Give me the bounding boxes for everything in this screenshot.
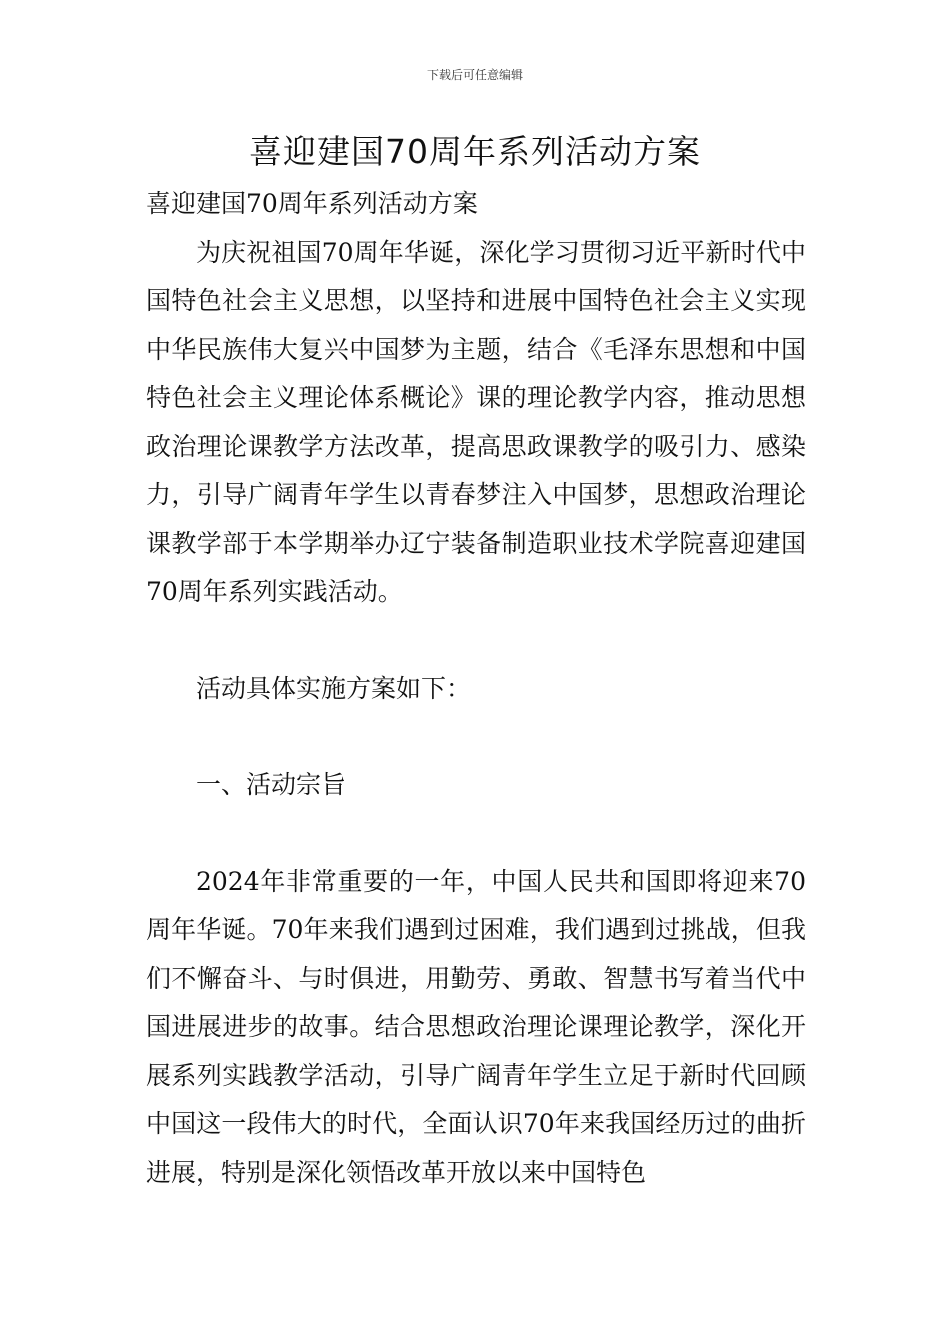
- paragraph-spacer: [146, 810, 806, 858]
- paragraph-spacer: [146, 617, 806, 665]
- document-body: [146, 180, 806, 1197]
- implementation-intro: 活动具体实施方案如下：: [196, 673, 472, 703]
- purpose-paragraph: 2024年非常重要的一年，中国人民共和国即将迎来70周年华诞。70年来我们遇到过困难，我们遇到过挑战，但我们不懈奋斗、与时俱进，用勤劳、勇敢、智慧书写着当代中国进展进步的故事。结合思想政治理论课理论教学，深化开展系列实践教学活动，引导广阔青年学生立足于新时代回顾中国这一段伟大的时代，全面认识70年来我国经历过的曲折进展，特别是深化领悟改革开放以来中国特色: [146, 866, 806, 1187]
- paragraph-spacer: [146, 713, 806, 761]
- document-subtitle: 喜迎建国70周年系列活动方案: [146, 189, 478, 218]
- intro-paragraph: 为庆祝祖国70周年华诞，深化学习贯彻习近平新时代中国特色社会主义思想，以坚持和进展中国特色社会主义实现中华民族伟大复兴中国梦为主题，结合《毛泽东思想和中国特色社会主义理论体系概论》课的理论教学内容，推动思想政治理论课教学方法改革，提高思政课教学的吸引力、感染力，引导广阔青年学生以青春梦注入中国梦，思想政治理论课教学部于本学期举办辽宁装备制造职业技术学院喜迎建国70周年系列实践活动。: [146, 237, 806, 606]
- section-heading-purpose: 一、活动宗旨: [196, 770, 347, 799]
- document-title: 喜迎建国70周年系列活动方案: [249, 132, 701, 171]
- page-header-note: 下载后可任意编辑: [426, 68, 523, 82]
